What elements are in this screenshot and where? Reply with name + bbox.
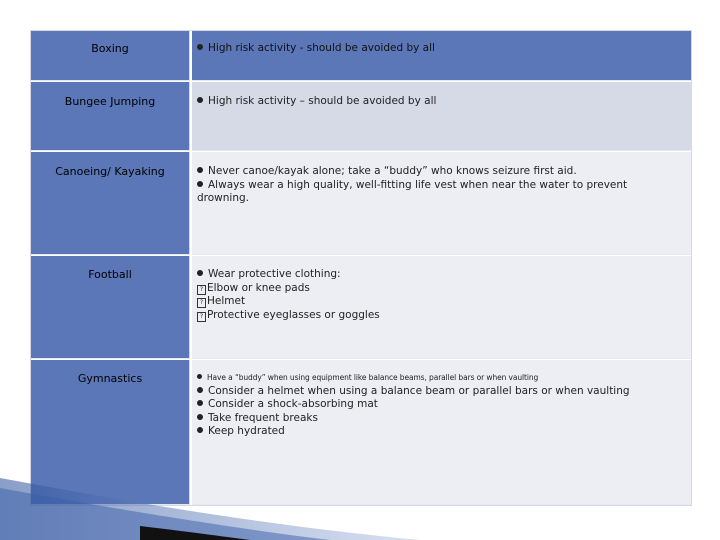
bullet-icon: [197, 97, 203, 103]
bullet-icon: [197, 270, 203, 276]
table-row: [31, 256, 691, 359]
guidance-line: Consider a helmet when using a balance beam or parallel bars or when vaulting: [197, 385, 683, 399]
guidance-line: High risk activity – should be avoided by all: [197, 95, 683, 109]
activity-cell: Gymnastics: [31, 360, 190, 505]
activity-cell: Canoeing/ Kayaking: [31, 152, 190, 255]
activity-cell: Boxing: [31, 31, 190, 81]
bullet-icon: [197, 374, 202, 379]
guidance-line: Always wear a high quality, well-fitting life vest when near the water to prevent: [197, 179, 683, 193]
bullet-icon: [197, 44, 203, 50]
checkbox-glyph-icon: ?: [197, 312, 206, 322]
bullet-icon: [197, 167, 203, 173]
checkbox-glyph-icon: ?: [197, 298, 206, 308]
bullet-icon: [197, 400, 203, 406]
table-row: [31, 82, 691, 151]
activity-cell: Football: [31, 256, 190, 359]
guidance-cell: [192, 256, 691, 359]
guidance-line: Have a “buddy” when using equipment like balance beams, parallel bars or when vaulting: [197, 371, 683, 385]
guidance-subline: ? Protective eyeglasses or goggles: [197, 309, 683, 323]
guidance-line: drowning.: [197, 192, 249, 204]
guidance-line: Keep hydrated: [197, 425, 683, 439]
guidance-line: Consider a shock-absorbing mat: [197, 398, 683, 412]
guidance-line: Wear protective clothing:: [197, 268, 683, 282]
checkbox-glyph-icon: ?: [197, 285, 206, 295]
bullet-icon: [197, 414, 203, 420]
guidance-cell: [192, 31, 691, 81]
guidance-cell: [192, 82, 691, 151]
table-row: [31, 152, 691, 255]
guidance-subline: ? Helmet: [197, 295, 683, 309]
guidance-line: Take frequent breaks: [197, 412, 683, 426]
guidance-subline: ? Elbow or knee pads: [197, 282, 683, 296]
guidance-cell: [192, 152, 691, 255]
decorative-swoosh: [0, 430, 720, 540]
bullet-icon: [197, 181, 203, 187]
table-row: [31, 31, 691, 81]
activity-cell: Bungee Jumping: [31, 82, 190, 151]
guidance-line: Never canoe/kayak alone; take a “buddy” who knows seizure first aid.: [197, 165, 683, 179]
bullet-icon: [197, 387, 203, 393]
guidance-line: High risk activity - should be avoided by all: [197, 42, 683, 56]
